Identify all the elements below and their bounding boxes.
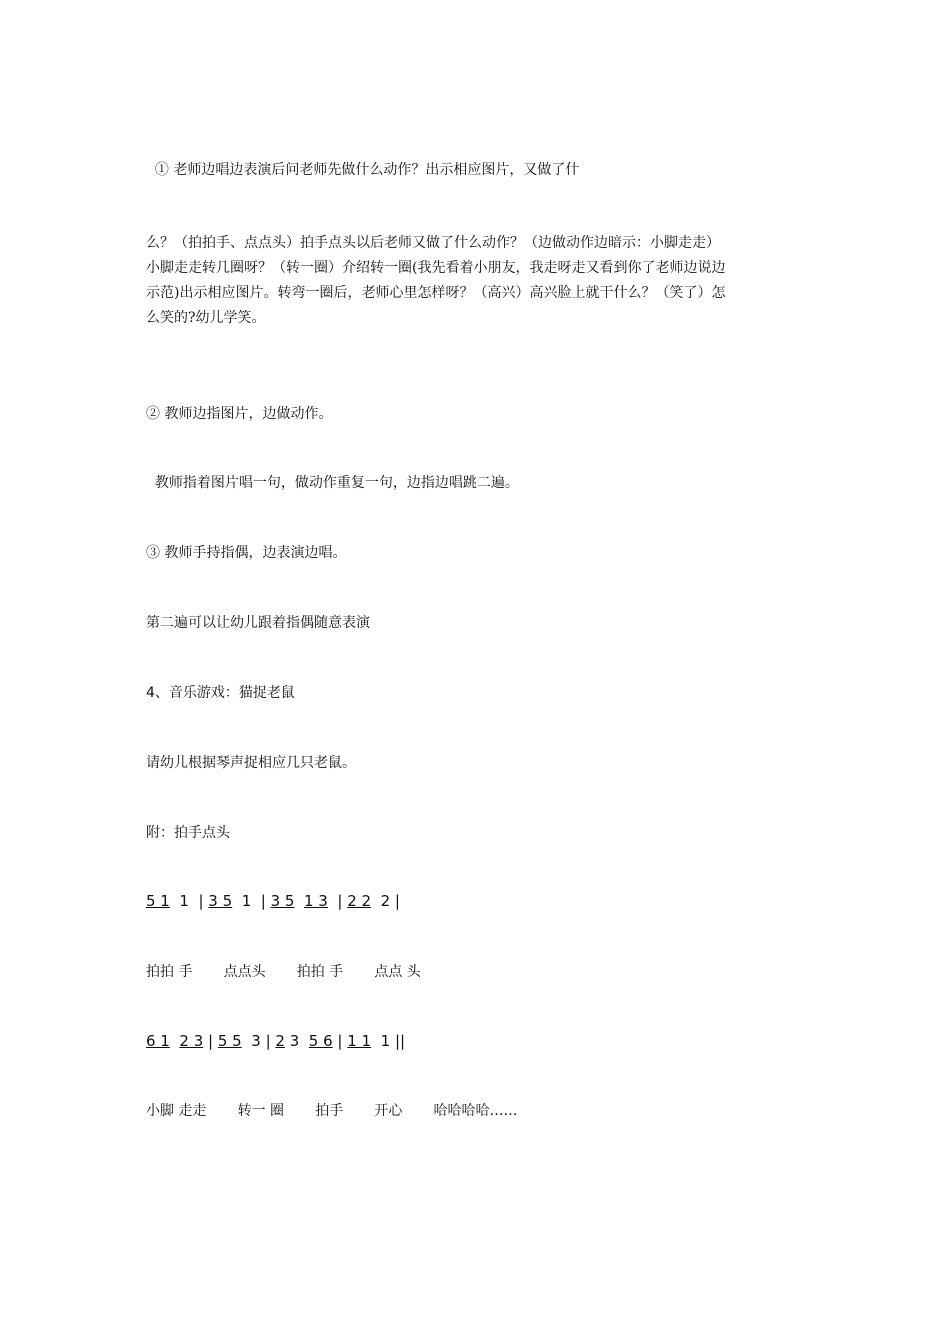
score-line-1	[146, 890, 400, 912]
note-group: 5 5	[217, 1032, 242, 1050]
note-text: |	[203, 1032, 218, 1050]
note-text	[170, 1032, 180, 1050]
step1-first-line: ① 老师边唱边表演后问老师先做什么动作？出示相应图片，又做了什	[146, 162, 580, 178]
paragraph-line: 小脚走走转几圈呀？（转一圈）介绍转一圈(我先看着小朋友，我走呀走又看到你了老师边说边	[146, 260, 726, 276]
note-group: 1 3	[304, 892, 328, 910]
note-text: 3	[284, 1032, 309, 1050]
step1-paragraph	[146, 231, 806, 331]
step2-heading: ② 教师边指图片，边做动作。	[146, 406, 333, 422]
game-detail: 请幼儿根据琴声捉相应几只老鼠。	[146, 755, 356, 771]
score-line-2	[146, 1030, 405, 1052]
game-title: 、音乐游戏：猫捉老鼠	[154, 685, 295, 701]
note-group: 2	[275, 1032, 285, 1050]
note-text: |	[327, 892, 348, 910]
game-heading	[146, 682, 295, 704]
note-group: 2 2	[347, 892, 372, 910]
step2-detail: 教师指着图片唱一句，做动作重复一句，边指边唱跳二遍。	[146, 475, 519, 491]
note-text: 1 |	[232, 892, 271, 910]
appendix-title: 附：拍手点头	[146, 825, 230, 841]
game-number: 4	[146, 685, 155, 701]
note-text: 1 ||	[371, 1032, 406, 1050]
note-group: 3 5	[208, 892, 233, 910]
note-text	[294, 892, 304, 910]
lyrics-line-1: 拍拍 手 点点头 拍拍 手 点点 头	[146, 964, 421, 980]
note-group: 6 1	[146, 1032, 170, 1050]
note-text: 3 |	[241, 1032, 276, 1050]
lyrics-line-2: 小脚 走走 转一 圈 拍手 开心 哈哈哈哈……	[146, 1103, 518, 1119]
step3-detail: 第二遍可以让幼儿跟着指偶随意表演	[146, 615, 370, 631]
paragraph-line: 示范)出示相应图片。转弯一圈后，老师心里怎样呀？（高兴）高兴脸上就干什么？（笑了）怎	[146, 285, 726, 301]
note-text: |	[332, 1032, 348, 1050]
step3-heading: ③ 教师手持指偶，边表演边唱。	[146, 545, 347, 561]
note-text: 2 |	[371, 892, 400, 910]
note-text: 1 |	[169, 892, 209, 910]
note-group: 3 5	[270, 892, 295, 910]
paragraph-line: 么？（拍拍手、点点头）拍手点头以后老师又做了什么动作？（边做动作边暗示：小脚走走）	[146, 235, 720, 251]
note-group: 1 1	[347, 1032, 372, 1050]
paragraph-line: 么笑的?幼儿学笑。	[146, 310, 266, 326]
note-group: 2 3	[179, 1032, 204, 1050]
note-group: 5 1	[146, 892, 170, 910]
note-group: 5 6	[308, 1032, 333, 1050]
